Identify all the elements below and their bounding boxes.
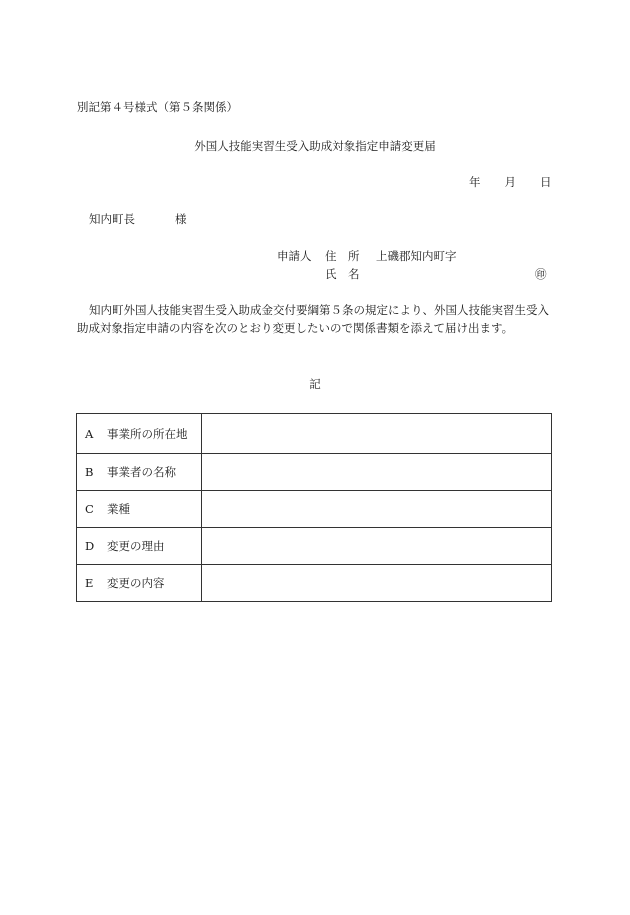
address-label: 住 所 bbox=[325, 249, 360, 263]
row-label bbox=[77, 565, 202, 602]
seal-mark: ㊞ bbox=[535, 267, 547, 281]
applicant-label: 申請人 bbox=[277, 249, 312, 263]
date-line bbox=[469, 174, 552, 190]
table-row bbox=[77, 491, 552, 528]
recipient bbox=[89, 211, 187, 227]
row-value-cell[interactable] bbox=[202, 528, 552, 565]
row-letter: C bbox=[85, 502, 94, 516]
row-label-text: 業種 bbox=[107, 502, 130, 516]
row-value-cell[interactable] bbox=[202, 565, 552, 602]
address-value: 上磯郡知内町字 bbox=[376, 249, 457, 263]
row-label bbox=[77, 454, 202, 491]
row-label bbox=[77, 414, 202, 454]
row-letter: B bbox=[85, 465, 94, 479]
table-row bbox=[77, 565, 552, 602]
items-table bbox=[76, 413, 552, 602]
body-paragraph: 知内町外国人技能実習生受入助成金交付要綱第５条の規定により、外国人技能実習生受入助成対象指定申請の内容を次のとおり変更したいので関係書類を添えて届け出ます。 bbox=[77, 303, 549, 335]
date-day: 日 bbox=[540, 175, 552, 189]
date-year: 年 bbox=[469, 175, 481, 189]
name-label: 氏 名 bbox=[325, 267, 360, 281]
row-label bbox=[77, 528, 202, 565]
table-row bbox=[77, 414, 552, 454]
row-label-text: 事業者の名称 bbox=[107, 465, 176, 479]
row-value-cell[interactable] bbox=[202, 454, 552, 491]
row-value-cell[interactable] bbox=[202, 414, 552, 454]
row-label bbox=[77, 491, 202, 528]
document-title: 外国人技能実習生受入助成対象指定申請変更届 bbox=[194, 139, 436, 153]
recipient-honorific: 様 bbox=[175, 212, 187, 226]
ki-heading: 記 bbox=[309, 377, 321, 391]
table-row bbox=[77, 454, 552, 491]
row-letter: D bbox=[85, 539, 95, 553]
row-letter: A bbox=[85, 426, 94, 441]
row-label-text: 変更の内容 bbox=[107, 576, 165, 590]
row-letter: E bbox=[85, 576, 94, 590]
row-label-text: 変更の理由 bbox=[107, 539, 165, 553]
form-number: 別記第４号様式（第５条関係） bbox=[77, 100, 238, 114]
row-label-text: 事業所の所在地 bbox=[107, 426, 188, 441]
table-row bbox=[77, 528, 552, 565]
date-month: 月 bbox=[504, 175, 516, 189]
recipient-name: 知内町長 bbox=[89, 212, 135, 226]
row-value-cell[interactable] bbox=[202, 491, 552, 528]
